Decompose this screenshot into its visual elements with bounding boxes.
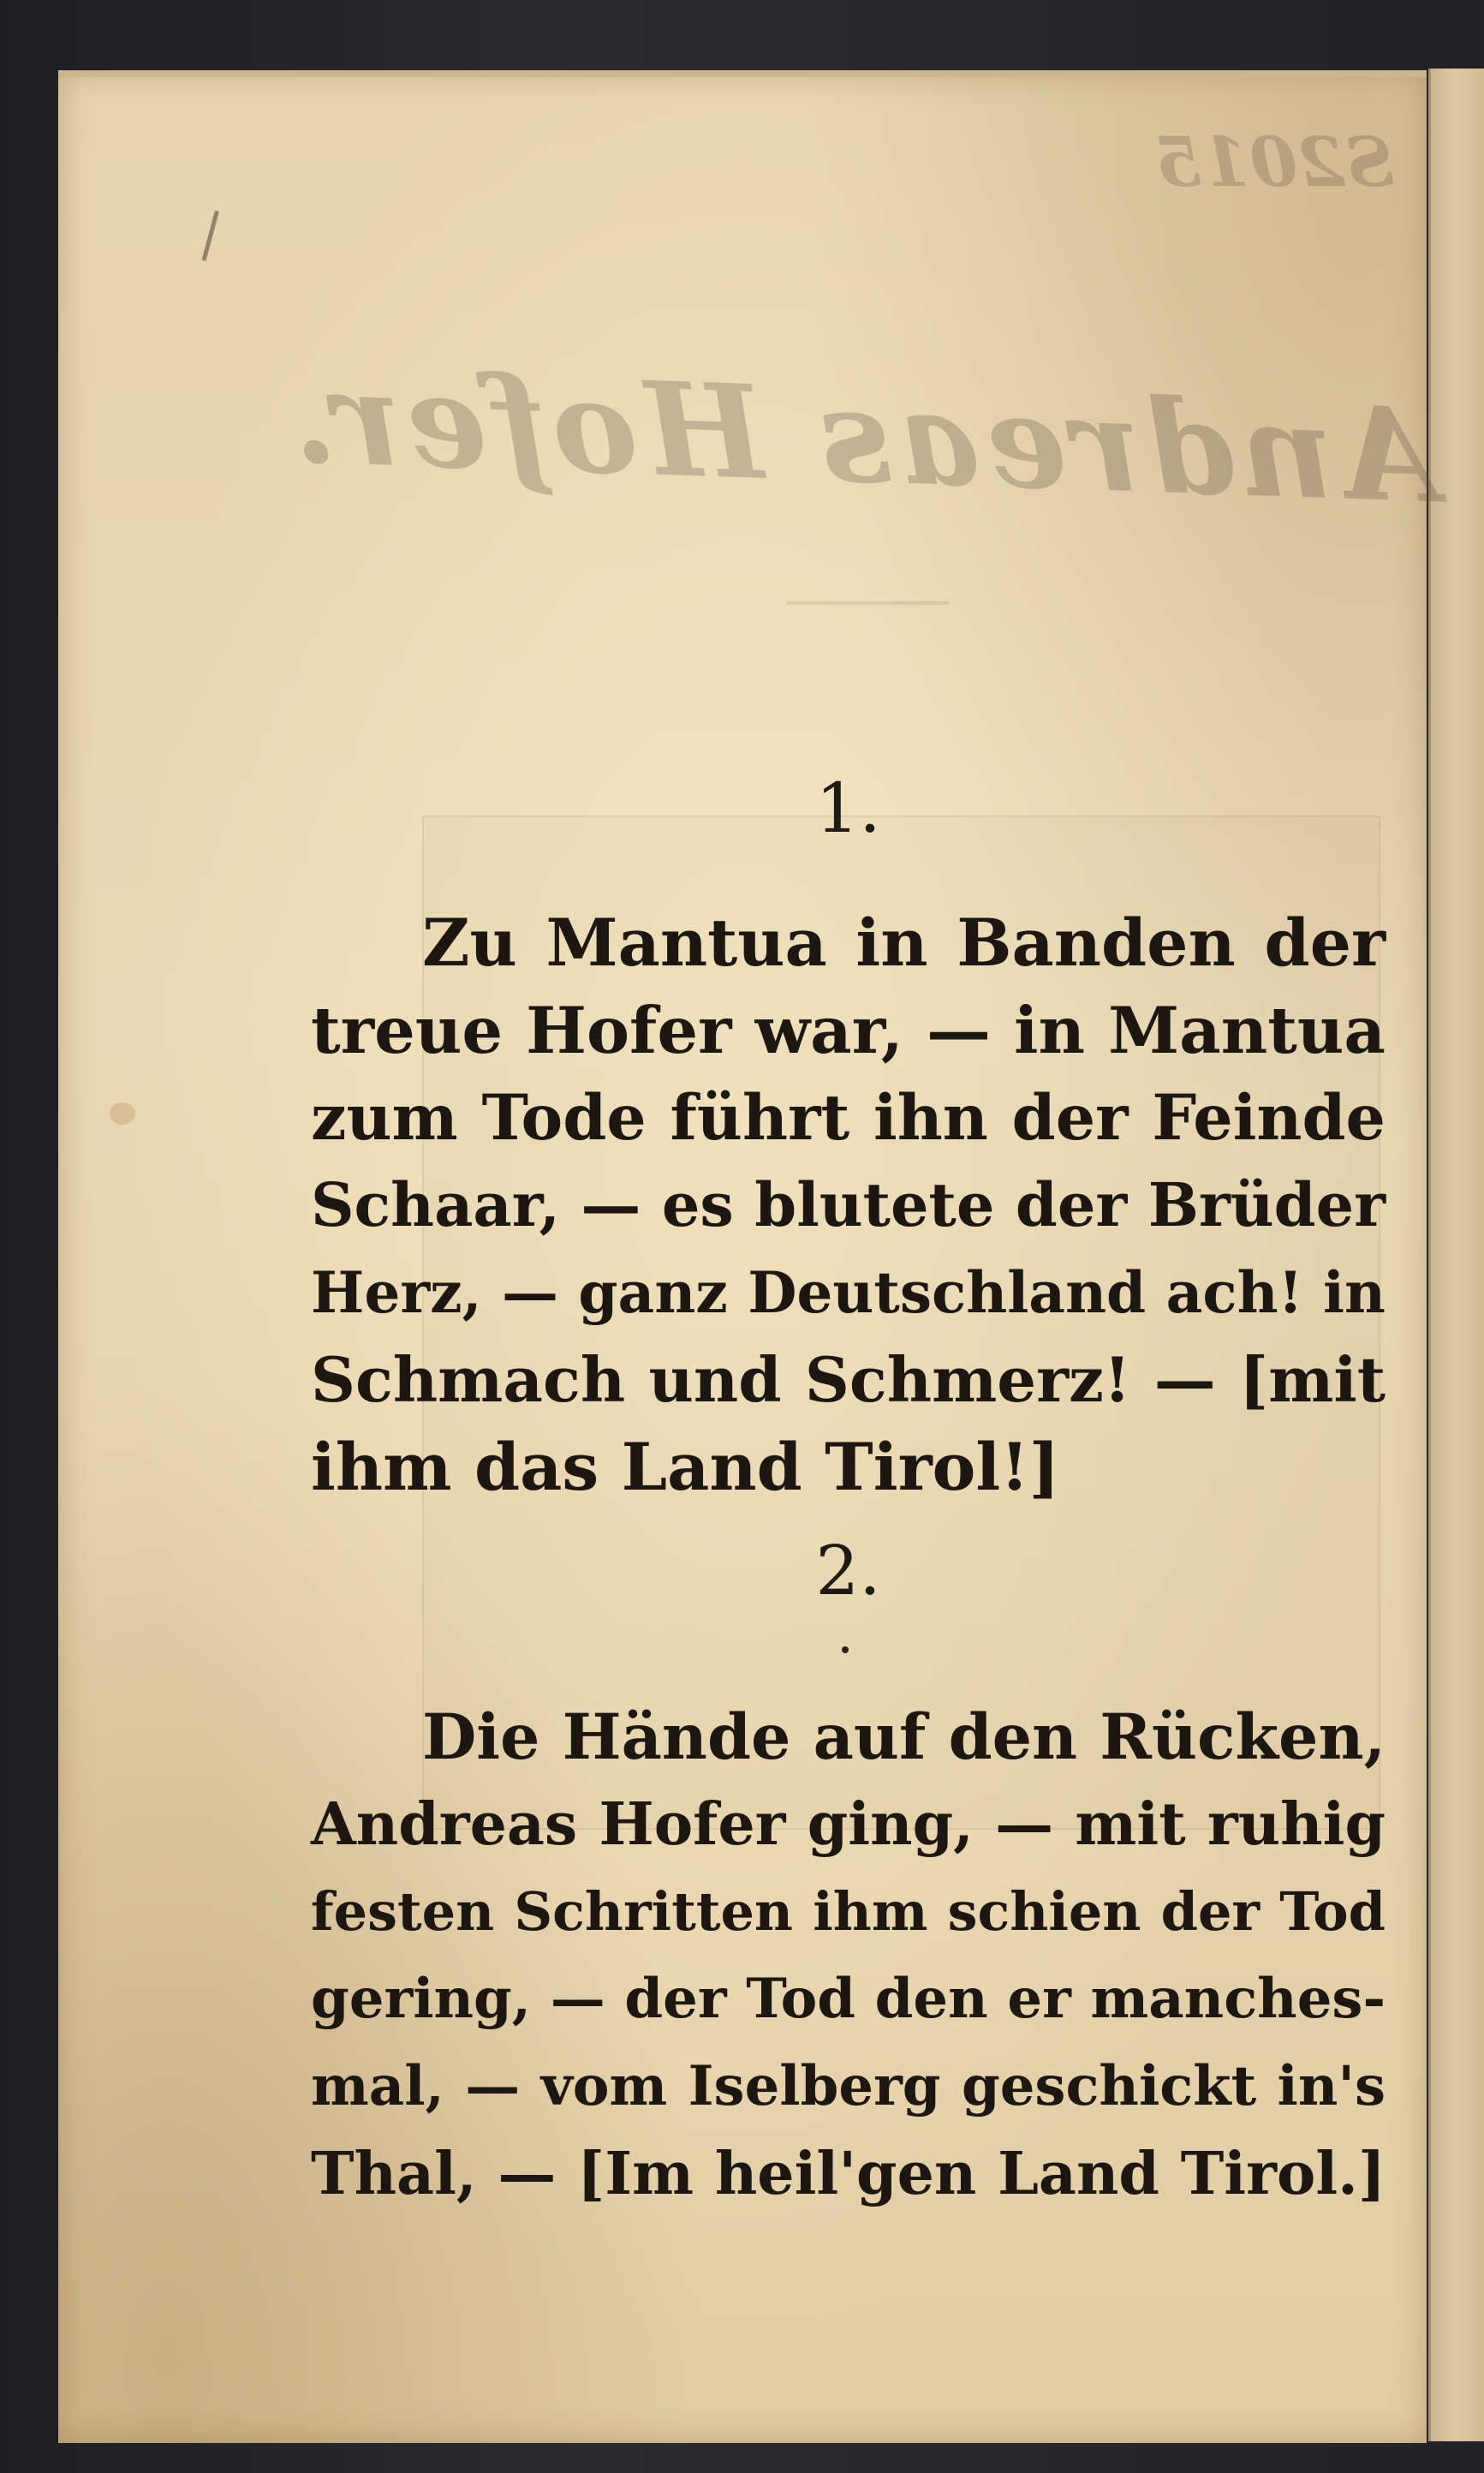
stanza-number: 1. xyxy=(815,768,881,848)
verse-line: zum Tode führt ihn der Feinde xyxy=(311,1081,1386,1155)
verse-line: treue Hofer war, — in Mantua xyxy=(311,993,1386,1068)
verse-line: gering, — der Tod den er manches- xyxy=(311,1967,1386,2031)
page-top-edge xyxy=(58,70,1427,77)
bleed-through-title: Andreas Hofer. xyxy=(287,341,1441,533)
bleed-through-shelfmark: S2015 xyxy=(1154,122,1395,202)
stanza-2 xyxy=(311,1693,1386,2218)
stanza-number: 2. xyxy=(815,1531,881,1610)
verse-line: Die Hände auf den Rücken, xyxy=(422,1700,1386,1774)
verse-line: Andreas Hofer ging, — mit ruhig xyxy=(311,1790,1386,1859)
verse-line: mal, — vom Iselberg geschickt in's xyxy=(311,2054,1386,2118)
verse-line: Schmach und Schmerz! — [mit xyxy=(311,1343,1386,1416)
stanza-1 xyxy=(311,899,1386,1511)
verse-line: festen Schritten ihm schien der Tod xyxy=(311,1880,1386,1943)
verse-line: Schaar, — es blutete der Brüder xyxy=(311,1169,1386,1240)
foxing-stain xyxy=(110,1102,135,1125)
verse-line: ihm das Land Tirol!] xyxy=(311,1429,1060,1505)
ink-dot xyxy=(842,1646,849,1653)
verse-line: Zu Mantua in Banden der xyxy=(422,905,1386,981)
verse-line: Herz, — ganz Deutschland ach! in xyxy=(311,1259,1386,1326)
document-page xyxy=(58,70,1441,2443)
verse-line: Thal, — [Im heil'gen Land Tirol.] xyxy=(311,2140,1386,2208)
bleed-through-rule xyxy=(786,601,949,605)
pencil-mark xyxy=(202,211,231,265)
